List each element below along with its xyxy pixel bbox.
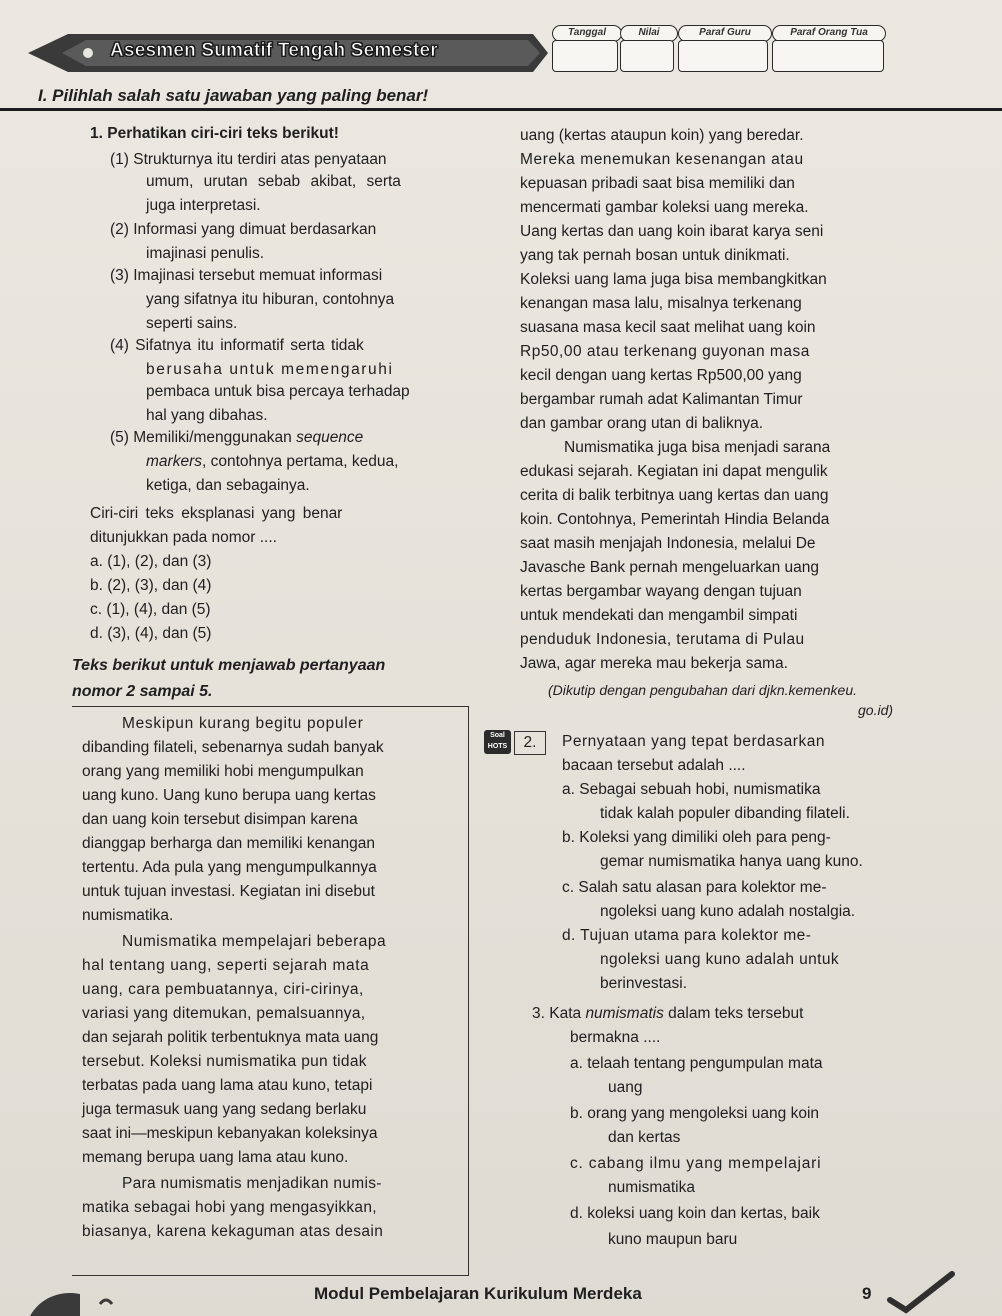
- q1-item-3-cont2: seperti sains.: [146, 315, 238, 332]
- passage-left-line: juga termasuk uang yang sedang berlaku: [82, 1101, 367, 1118]
- q1-question-cont: ditunjukkan pada nomor ....: [90, 529, 277, 546]
- q2-option-b-cont: gemar numismatika hanya uang kuno.: [600, 853, 863, 870]
- q3-option-a[interactable]: a. telaah tentang pengumpulan mata: [570, 1055, 823, 1072]
- q1-title: 1. Perhatikan ciri-ciri teks berikut!: [90, 125, 339, 142]
- passage-right-line: saat masih menjajah Indonesia, melalui De: [520, 535, 816, 552]
- passage-left-line: uang, cara pembuatannya, ciri-cirinya,: [82, 981, 364, 998]
- q1-markers-word: markers: [146, 453, 202, 470]
- passage-left-line: biasanya, karena kekaguman atas desain: [82, 1223, 384, 1240]
- q1-item-2-cont: imajinasi penulis.: [146, 245, 265, 262]
- q2-option-d-cont: ngoleksi uang kuno adalah untuk: [600, 951, 840, 968]
- q3-option-d-cont: kuno maupun baru: [608, 1231, 738, 1248]
- checkmark-icon: [880, 1270, 960, 1316]
- section-rule: [0, 108, 1002, 111]
- passage-left-line: saat ini—meskipun kebanyakan koleksinya: [82, 1125, 378, 1142]
- passage-right-line: Javasche Bank pernah mengeluarkan uang: [520, 559, 820, 576]
- q3-option-a-cont: uang: [608, 1079, 643, 1096]
- q1-option-c[interactable]: c. (1), (4), dan (5): [90, 601, 211, 618]
- passage-right-line: mencermati gambar koleksi uang mereka.: [520, 199, 809, 216]
- box-paraf-orang-tua[interactable]: [772, 40, 884, 72]
- passage-right-line: kenangan masa lalu, misalnya terkenang: [520, 295, 802, 312]
- q3-question-text: 3. Kata: [532, 1005, 586, 1022]
- q2-option-d[interactable]: d. Tujuan utama para kolektor me-: [562, 927, 812, 944]
- passage-right-line: edukasi sejarah. Kegiatan ini dapat mengulik: [520, 463, 828, 480]
- q1-item-3-cont: yang sifatnya itu hiburan, contohnya: [146, 291, 395, 308]
- passage-left-line: dan uang koin tersebut disimpan karena: [82, 811, 358, 828]
- box-nilai[interactable]: [620, 40, 674, 72]
- q3-option-c-cont: numismatika: [608, 1179, 695, 1196]
- q1-item-4-cont: berusaha untuk memengaruhi: [146, 361, 394, 378]
- footer-title: Modul Pembelajaran Kurikulum Merdeka: [314, 1284, 642, 1303]
- q3-italic-word: numismatis: [585, 1005, 664, 1022]
- passage-left-line: numismatika.: [82, 907, 174, 924]
- q1-item-5-cont: [146, 452, 398, 472]
- passage-left-line: variasi yang ditemukan, pemalsuannya,: [82, 1005, 366, 1022]
- q1-item-5-italic: sequence: [296, 429, 364, 446]
- q1-item-4: (4) Sifatnya itu informatif serta tidak: [110, 337, 364, 354]
- passage-right-line: kepuasan pribadi saat bisa memiliki dan: [520, 175, 795, 192]
- section-heading: I. Pilihlah salah satu jawaban yang paling benar!: [38, 86, 429, 105]
- passage-right-line: Jawa, agar mereka mau bekerja sama.: [520, 655, 788, 672]
- passage-left-line: hal tentang uang, seperti sejarah mata: [82, 957, 370, 974]
- passage-right-line: uang (kertas ataupun koin) yang beredar.: [520, 127, 804, 144]
- passage-right-line: Numismatika juga bisa menjadi sarana: [564, 439, 831, 456]
- passage-left-line: dianggap berharga dan memiliki kenangan: [82, 835, 375, 852]
- q2-question: Pernyataan yang tepat berdasarkan: [562, 733, 825, 750]
- q1-item-2: (2) Informasi yang dimuat berdasarkan: [110, 221, 377, 238]
- q2-option-a-cont: tidak kalah populer dibanding filateli.: [600, 805, 850, 822]
- q1-option-b[interactable]: b. (2), (3), dan (4): [90, 577, 212, 594]
- passage-right-line: Rp50,00 atau terkenang guyonan masa: [520, 343, 810, 360]
- passage-right-line: Koleksi uang lama juga bisa membangkitkan: [520, 271, 827, 288]
- header-title: Asesmen Sumatif Tengah Semester: [110, 40, 438, 61]
- q1-item-1-cont2: juga interpretasi.: [146, 197, 261, 214]
- passage-right-line: yang tak pernah bosan untuk dinikmati.: [520, 247, 790, 264]
- q2-option-a[interactable]: a. Sebagai sebuah hobi, numismatika: [562, 781, 821, 798]
- passage-right-line: kecil dengan uang kertas Rp500,00 yang: [520, 367, 802, 384]
- q1-question: Ciri-ciri teks eksplanasi yang benar: [90, 505, 343, 522]
- passage-left-line: dan sejarah politik terbentuknya mata uang: [82, 1029, 379, 1046]
- label-paraf-orang-tua: Paraf Orang Tua: [772, 25, 886, 42]
- q1-item-1: (1) Strukturnya itu terdiri atas penyataan: [110, 151, 387, 168]
- instruction-line-2: nomor 2 sampai 5.: [72, 683, 213, 700]
- q1-item-4-cont3: hal yang dibahas.: [146, 407, 268, 424]
- q1-item-3: (3) Imajinasi tersebut memuat informasi: [110, 267, 383, 284]
- passage-right-line: Mereka menemukan kesenangan atau: [520, 151, 804, 168]
- label-tanggal: Tanggal: [552, 25, 622, 42]
- q2-option-c[interactable]: c. Salah satu alasan para kolektor me-: [562, 879, 827, 896]
- passage-left-line: Para numismatis menjadikan numis-: [122, 1175, 382, 1192]
- passage-right-line: kertas bergambar wayang dengan tujuan: [520, 583, 802, 600]
- passage-left-line: orang yang memiliki hobi mengumpulkan: [82, 763, 364, 780]
- footer-decoration: [0, 1270, 200, 1316]
- q1-markers-rest: , contohnya pertama, kedua,: [201, 453, 399, 470]
- instruction-line-1: Teks berikut untuk menjawab pertanyaan: [72, 657, 386, 674]
- q1-option-d[interactable]: d. (3), (4), dan (5): [90, 625, 212, 642]
- source-citation-1: (Dikutip dengan pengubahan dari djkn.kemenkeu.: [548, 682, 857, 698]
- passage-right-line: koin. Contohnya, Pemerintah Hindia Belanda: [520, 511, 830, 528]
- q3-question: [532, 1004, 803, 1024]
- q2-option-c-cont: ngoleksi uang kuno adalah nostalgia.: [600, 903, 856, 920]
- q1-item-1-cont: umum, urutan sebab akibat, serta: [146, 173, 401, 190]
- q3-question-rest: dalam teks tersebut: [663, 1005, 804, 1022]
- q2-option-d-cont2: berinvestasi.: [600, 975, 688, 992]
- passage-left-line: terbatas pada uang lama atau kuno, tetapi: [82, 1077, 373, 1094]
- q1-item-5-text: (5) Memiliki/menggunakan: [110, 429, 297, 446]
- q1-option-a[interactable]: a. (1), (2), dan (3): [90, 553, 212, 570]
- passage-left-line: dibanding filateli, sebenarnya sudah banyak: [82, 739, 384, 756]
- passage-right-line: untuk mendekati dan mengambil simpati: [520, 607, 798, 624]
- passage-left-line: matika sebagai hobi yang mengasyikkan,: [82, 1199, 377, 1216]
- passage-right-line: dan gambar orang utan di baliknya.: [520, 415, 763, 432]
- q1-item-5-cont2: ketiga, dan sebagainya.: [146, 477, 310, 494]
- q3-option-d[interactable]: d. koleksi uang koin dan kertas, baik: [570, 1205, 820, 1222]
- q3-question-cont: bermakna ....: [570, 1029, 661, 1046]
- passage-left-line: uang kuno. Uang kuno berupa uang kertas: [82, 787, 376, 804]
- passage-left-line: tersebut. Koleksi numismatika pun tidak: [82, 1053, 367, 1070]
- passage-left-line: untuk tujuan investasi. Kegiatan ini disebut: [82, 883, 375, 900]
- hots-badge: Soal HOTS: [484, 730, 511, 754]
- passage-right-line: cerita di balik terbitnya uang kertas dan uang: [520, 487, 829, 504]
- q3-option-b-cont: dan kertas: [608, 1129, 681, 1146]
- q1-item-5: [110, 428, 363, 448]
- q1-item-4-cont2: pembaca untuk bisa percaya terhadap: [146, 383, 410, 400]
- q2-number: 2.: [514, 731, 546, 755]
- passage-right-line: penduduk Indonesia, terutama di Pulau: [520, 631, 805, 648]
- page-number: 9: [862, 1284, 872, 1303]
- q3-option-b[interactable]: b. orang yang mengoleksi uang koin: [570, 1105, 820, 1122]
- box-paraf-guru[interactable]: [678, 40, 768, 72]
- q3-option-c[interactable]: c. cabang ilmu yang mempelajari: [570, 1155, 822, 1172]
- passage-left-line: Meskipun kurang begitu populer: [122, 715, 364, 732]
- passage-left-line: memang berupa uang lama atau kuno.: [82, 1149, 349, 1166]
- q2-option-b[interactable]: b. Koleksi yang dimiliki oleh para peng-: [562, 829, 831, 846]
- passage-left-line: tertentu. Ada pula yang mengumpulkannya: [82, 859, 377, 876]
- source-citation-2: go.id): [858, 702, 894, 718]
- passage-right-line: Uang kertas dan uang koin ibarat karya seni: [520, 223, 824, 240]
- passage-right-line: suasana masa kecil saat melihat uang koin: [520, 319, 816, 336]
- passage-right-line: bergambar rumah adat Kalimantan Timur: [520, 391, 803, 408]
- q2-question-cont: bacaan tersebut adalah ....: [562, 757, 746, 774]
- box-tanggal[interactable]: [552, 40, 618, 72]
- label-paraf-guru: Paraf Guru: [678, 25, 772, 42]
- label-nilai: Nilai: [620, 25, 678, 42]
- passage-left-line: Numismatika mempelajari beberapa: [122, 933, 387, 950]
